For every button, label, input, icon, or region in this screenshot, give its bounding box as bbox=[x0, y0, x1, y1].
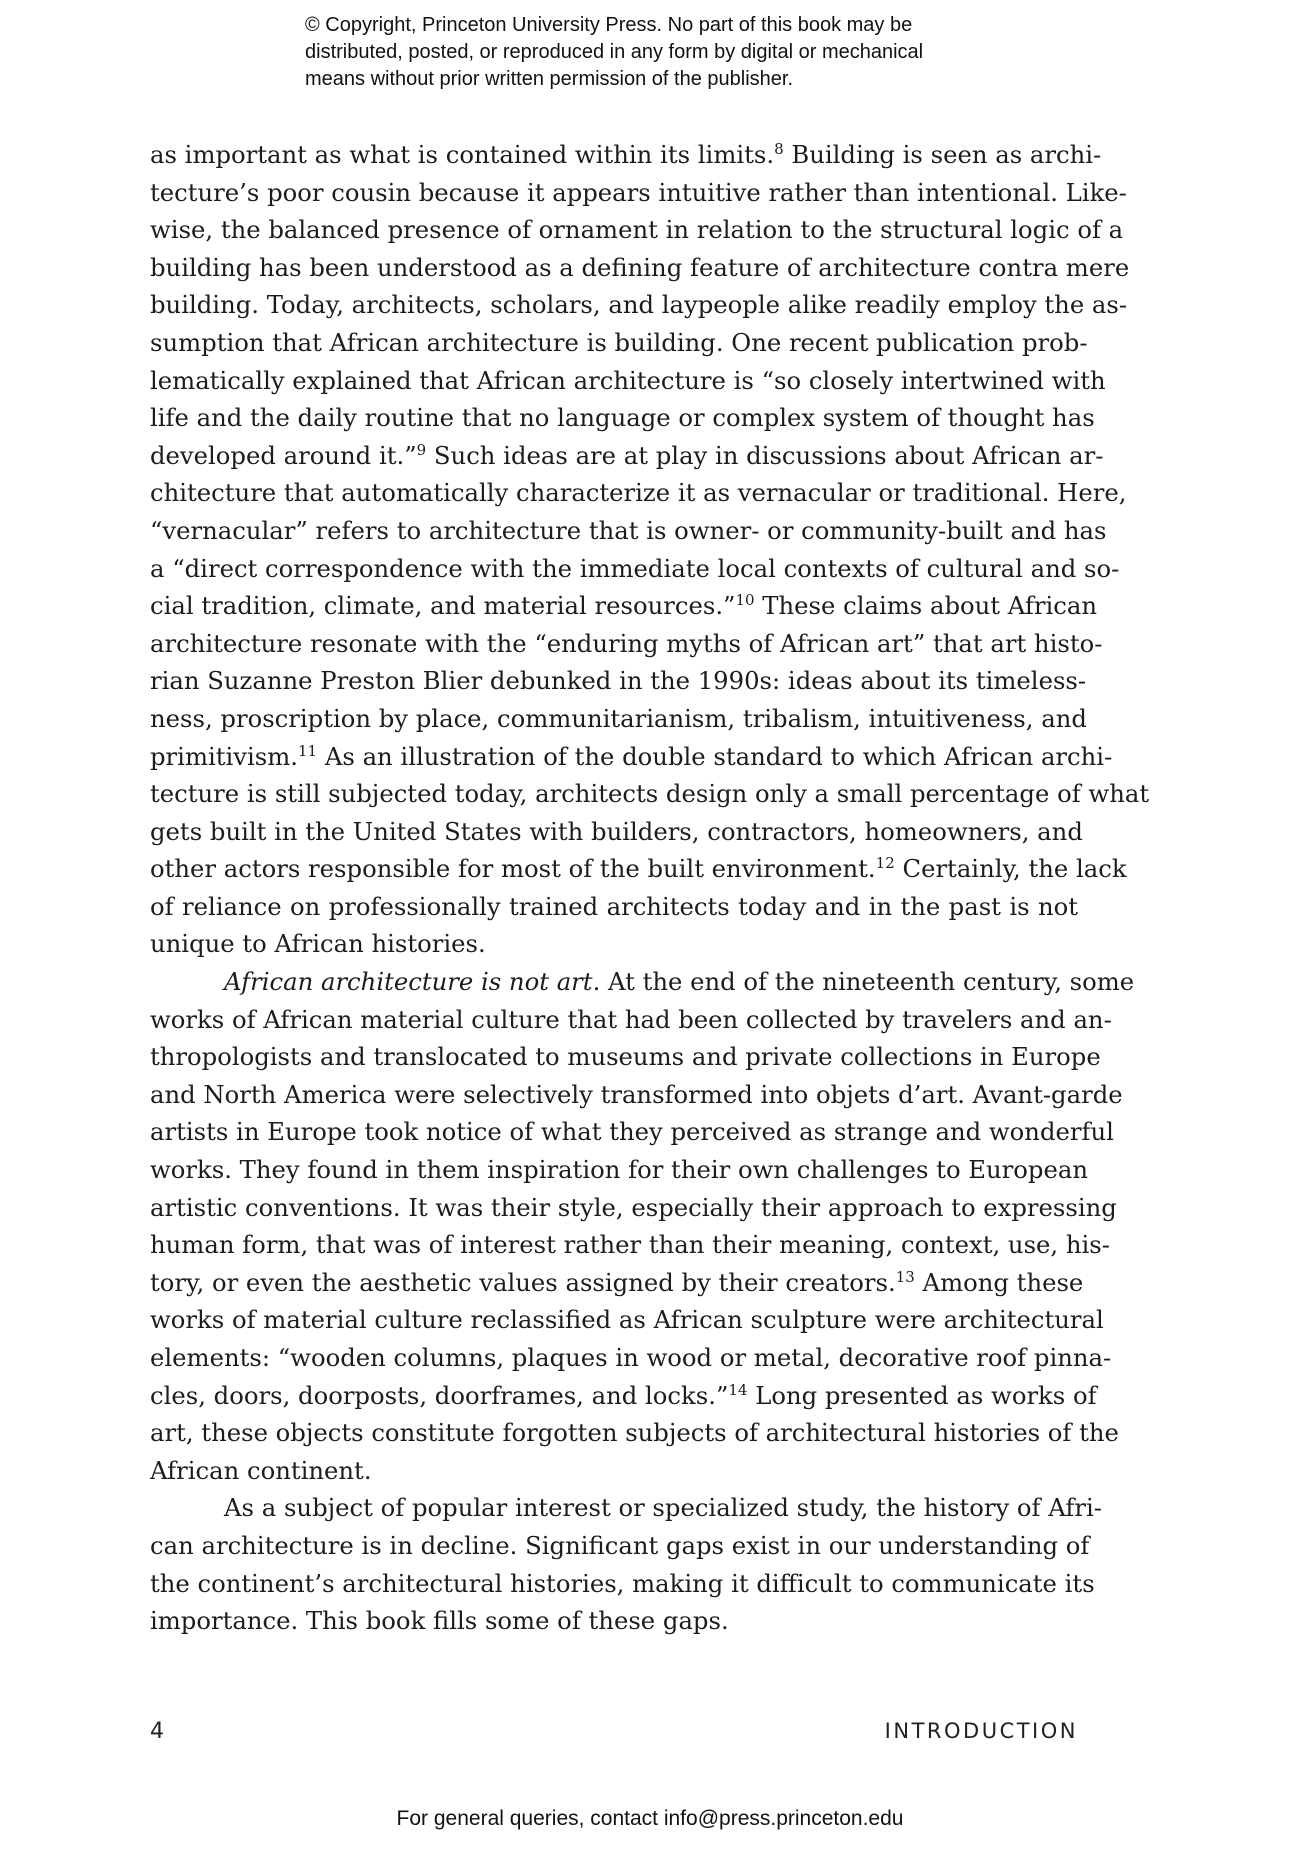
text-line bbox=[150, 1301, 1104, 1339]
text-segment: building has been understood as a defining feature of architecture contra mere bbox=[150, 252, 1130, 282]
text-segment: and North America were selectively transformed into objets d’art. Avant-garde bbox=[150, 1079, 1123, 1109]
text-segment: lematically explained that African architecture is “so closely intertwined with bbox=[150, 365, 1106, 395]
text-line bbox=[150, 850, 1127, 888]
text-line bbox=[150, 1527, 1090, 1565]
text-segment: works of African material culture that had been collected by travelers and an- bbox=[150, 1004, 1112, 1034]
text-line bbox=[150, 587, 1097, 625]
text-segment: artistic conventions. It was their style, especially their approach to expressing bbox=[150, 1192, 1117, 1222]
text-line bbox=[150, 738, 1113, 776]
text-line bbox=[150, 1264, 1084, 1302]
footnote-marker: 13 bbox=[895, 1267, 915, 1286]
text-line bbox=[150, 211, 1124, 249]
footnote-marker: 9 bbox=[416, 440, 427, 459]
footnote-marker: 14 bbox=[728, 1380, 748, 1399]
text-line bbox=[150, 136, 1102, 174]
footnote-marker: 11 bbox=[298, 741, 318, 760]
text-segment: rian Suzanne Preston Blier debunked in the 1990s: ideas about its timeless- bbox=[150, 666, 1087, 696]
text-line bbox=[150, 249, 1130, 287]
text-segment: a “direct correspondence with the immediate local contexts of cultural and so- bbox=[150, 553, 1120, 583]
text-line bbox=[150, 700, 1087, 738]
text-line bbox=[150, 1489, 1102, 1527]
copyright-line: © Copyright, Princeton University Press. No part of this book may be bbox=[305, 14, 913, 36]
text-segment: importance. This book fills some of these gaps. bbox=[150, 1606, 729, 1636]
text-segment: tory, or even the aesthetic values assigned by their creators. bbox=[150, 1267, 896, 1297]
text-segment: “vernacular” refers to architecture that is owner- or community-built and has bbox=[150, 515, 1107, 545]
footnote-marker: 10 bbox=[735, 591, 755, 610]
text-segment: can architecture is in decline. Significant gaps exist in our understanding of bbox=[150, 1530, 1090, 1560]
text-segment: sumption that African architecture is building. One recent publication prob- bbox=[150, 327, 1088, 357]
text-segment: gets built in the United States with builders, contractors, homeowners, and bbox=[150, 816, 1083, 846]
text-segment: artists in Europe took notice of what they perceived as strange and wonderful bbox=[150, 1117, 1114, 1147]
text-segment: building. Today, architects, scholars, and laypeople alike readily employ the as- bbox=[150, 290, 1128, 320]
text-segment: As an illustration of the double standard to which African archi- bbox=[317, 741, 1113, 771]
text-segment: unique to African histories. bbox=[150, 929, 486, 959]
text-line bbox=[150, 1113, 1114, 1151]
text-line bbox=[150, 1076, 1123, 1114]
text-line bbox=[150, 174, 1127, 212]
text-line bbox=[150, 1377, 1097, 1415]
text-line bbox=[150, 1151, 1088, 1189]
page-number: 4 bbox=[150, 1719, 164, 1744]
text-segment: . At the end of the nineteenth century, some bbox=[592, 967, 1135, 997]
text-segment: Such ideas are at play in discussions about African ar- bbox=[426, 440, 1104, 470]
text-line bbox=[150, 813, 1083, 851]
text-line bbox=[150, 1602, 1078, 1640]
text-line bbox=[150, 474, 1127, 512]
text-segment: art, these objects constitute forgotten subjects of architectural histories of the bbox=[150, 1418, 1119, 1448]
text-line bbox=[150, 662, 1087, 700]
running-head: INTRODUCTION bbox=[884, 1719, 1078, 1743]
text-segment: As a subject of popular interest or specialized study, the history of Afri- bbox=[224, 1493, 1102, 1523]
text-line bbox=[150, 362, 1106, 400]
footnote-marker: 12 bbox=[875, 854, 895, 873]
text-line bbox=[150, 286, 1128, 324]
italic-text: African architecture is not art bbox=[224, 967, 593, 997]
text-line bbox=[150, 925, 1078, 963]
text-segment: Building is seen as archi- bbox=[783, 140, 1102, 169]
text-segment: Certainly, the lack bbox=[894, 854, 1127, 884]
text-line bbox=[150, 1001, 1112, 1039]
text-line bbox=[150, 1339, 1112, 1377]
text-line bbox=[150, 1189, 1117, 1227]
text-line bbox=[150, 888, 1078, 926]
text-segment: developed around it.” bbox=[150, 440, 417, 470]
text-segment: of reliance on professionally trained architects today and in the past is not bbox=[150, 891, 1078, 921]
text-line bbox=[150, 1565, 1095, 1603]
copyright-line: means without prior written permission of the publisher. bbox=[305, 68, 794, 90]
text-segment: as important as what is contained within its limits. bbox=[150, 140, 775, 169]
text-segment: Long presented as works of bbox=[747, 1380, 1097, 1410]
text-segment: ness, proscription by place, communitarianism, tribalism, intuitiveness, and bbox=[150, 703, 1087, 733]
text-segment: primitivism. bbox=[150, 741, 299, 771]
text-segment: tecture’s poor cousin because it appears intuitive rather than intentional. Like- bbox=[150, 177, 1127, 207]
text-line bbox=[150, 437, 1104, 475]
text-segment: cial tradition, climate, and material resources.” bbox=[150, 591, 736, 621]
text-line bbox=[150, 1414, 1119, 1452]
text-line bbox=[150, 550, 1120, 588]
text-segment: These claims about African bbox=[754, 591, 1097, 621]
text-segment: works of material culture reclassified as African sculpture were architectural bbox=[150, 1305, 1104, 1335]
text-segment: wise, the balanced presence of ornament in relation to the structural logic of a bbox=[150, 215, 1124, 245]
text-segment: cles, doors, doorposts, doorframes, and locks.” bbox=[150, 1380, 729, 1410]
text-segment: elements: “wooden columns, plaques in wood or metal, decorative roof pinna- bbox=[150, 1343, 1112, 1372]
text-segment: chitecture that automatically characterize it as vernacular or traditional. Here, bbox=[150, 478, 1127, 508]
body-text bbox=[150, 136, 1150, 1640]
text-segment: architecture resonate with the “enduring myths of African art” that art histo- bbox=[150, 628, 1103, 658]
copyright-notice bbox=[305, 12, 1065, 93]
text-segment: works. They found in them inspiration for their own challenges to European bbox=[150, 1155, 1088, 1185]
text-segment: thropologists and translocated to museums and private collections in Europe bbox=[150, 1042, 1101, 1072]
text-segment: tecture is still subjected today, architects design only a small percentage of what bbox=[150, 779, 1150, 809]
text-line bbox=[150, 1452, 1078, 1490]
text-segment: African continent. bbox=[150, 1455, 372, 1485]
text-line bbox=[150, 963, 1135, 1001]
text-segment: the continent’s architectural histories, making it difficult to communicate its bbox=[150, 1568, 1095, 1598]
text-segment: Among these bbox=[914, 1267, 1084, 1297]
text-line bbox=[150, 399, 1095, 437]
text-line bbox=[150, 1226, 1110, 1264]
text-line bbox=[150, 625, 1103, 663]
text-line bbox=[150, 1038, 1101, 1076]
text-line bbox=[150, 324, 1088, 362]
footnote-marker: 8 bbox=[774, 140, 784, 158]
contact-notice: For general queries, contact info@press.princeton.edu bbox=[396, 1807, 904, 1830]
text-segment: human form, that was of interest rather than their meaning, context, use, his- bbox=[150, 1230, 1110, 1260]
copyright-line: distributed, posted, or reproduced in any form by digital or mechanical bbox=[305, 41, 924, 63]
text-segment: life and the daily routine that no language or complex system of thought has bbox=[150, 403, 1095, 433]
text-segment: other actors responsible for most of the built environment. bbox=[150, 854, 876, 884]
text-line bbox=[150, 775, 1150, 813]
text-line bbox=[150, 512, 1107, 550]
